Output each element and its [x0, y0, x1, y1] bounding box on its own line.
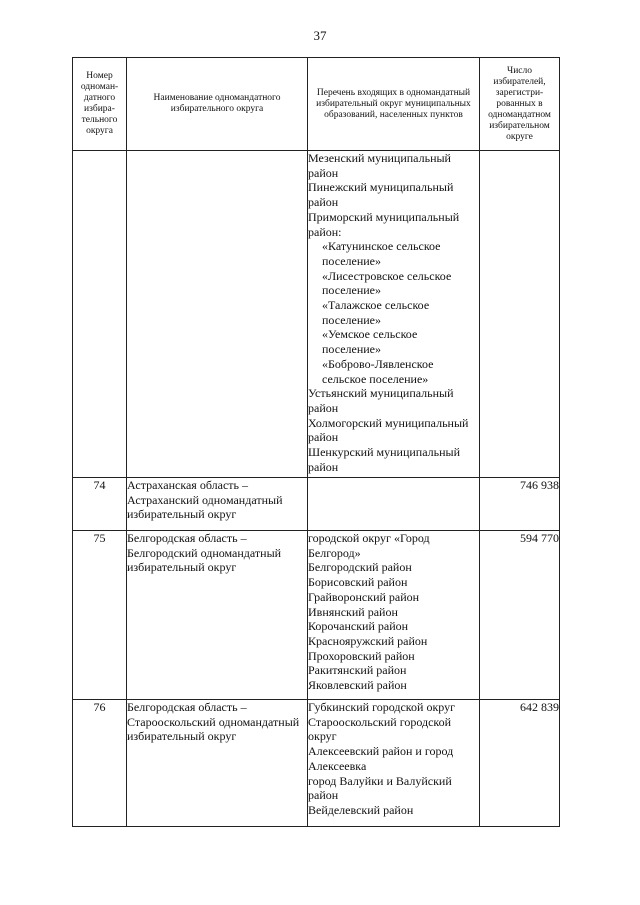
table-row-district-75: [73, 531, 560, 700]
table-row-district-74: [73, 478, 560, 531]
list-item: Яковлевский район: [308, 678, 407, 693]
header-number: Номер одноман- датного избира- тельного округа: [73, 58, 127, 151]
list-item: «Талажское сельское поселение»: [322, 298, 430, 327]
district-name: Белгородская область – Старооскольский одномандатный избирательный округ: [127, 700, 308, 827]
district-name: Астраханская область – Астраханский одномандатный избирательный округ: [127, 478, 308, 531]
voter-count: 746 938: [480, 478, 560, 531]
list-item: Пинежский муниципальный район: [308, 180, 454, 210]
list-item: Краснояружский район: [308, 633, 428, 648]
header-count: Число избирателей, зарегистри- рованных в одномандатном избирательном округе: [480, 58, 560, 151]
header-name: Наименование одномандатного избирательного округа: [127, 58, 308, 151]
cell-list: [308, 478, 480, 531]
list-item: Прохоровский район: [308, 648, 415, 663]
list-item: Губкинский городской округ: [308, 700, 456, 714]
header-list: Перечень входящих в одномандатный избирательный округ муниципальных образований, населенных пунктов: [308, 58, 480, 151]
list-item: Устьянский муниципальный район: [308, 386, 454, 415]
list-item: «Уемское сельское поселение»: [322, 327, 418, 357]
list-item: городской округ «Город Белгород»: [308, 531, 430, 560]
list-item: Шенкурский муниципальный район: [308, 445, 461, 474]
list-item: Белгородский район: [308, 560, 412, 575]
list-item: Мезенский муниципальный район: [308, 151, 451, 180]
page-number: 37: [313, 28, 327, 43]
list-item: Приморский муниципальный район:: [308, 209, 460, 239]
list-item: «Катунинское сельское поселение»: [322, 239, 441, 268]
list-item: Холмогорский муниципальный район: [308, 415, 469, 445]
list-item: Ивнянский район: [308, 604, 398, 619]
list-item: Алексеевский район и город Алексеевка: [308, 744, 454, 773]
cell-list: [308, 531, 480, 700]
district-number: 75: [73, 531, 127, 700]
district-number: 76: [73, 700, 127, 827]
cell-list: [308, 700, 480, 827]
list-item: Борисовский район: [308, 575, 408, 590]
list-item: «Боброво-Лявленское сельское поселение»: [322, 356, 434, 386]
list-item: «Лисестровское сельское поселение»: [322, 268, 452, 298]
cell-number: [73, 151, 127, 478]
cell-name: [127, 151, 308, 478]
districts-table: [72, 57, 560, 827]
list-item: город Валуйки и Валуйский район: [308, 773, 452, 803]
voter-count: 642 839: [480, 700, 560, 827]
table-row-continuation: [73, 151, 560, 478]
cell-count: [480, 151, 560, 478]
voter-count: 594 770: [480, 531, 560, 700]
list-item: Грайворонский район: [308, 589, 420, 604]
district-name: Белгородская область – Белгородский одномандатный избирательный округ: [127, 531, 308, 700]
list-item: Ракитянский район: [308, 663, 407, 678]
table-row-district-76: [73, 700, 560, 827]
cell-list: [308, 151, 480, 478]
list-item: Корочанский район: [308, 619, 409, 634]
district-number: 74: [73, 478, 127, 531]
table-header-row: [73, 58, 560, 151]
list-item: Старооскольский городской округ: [308, 714, 452, 744]
list-item: Вейделевский район: [308, 802, 414, 817]
